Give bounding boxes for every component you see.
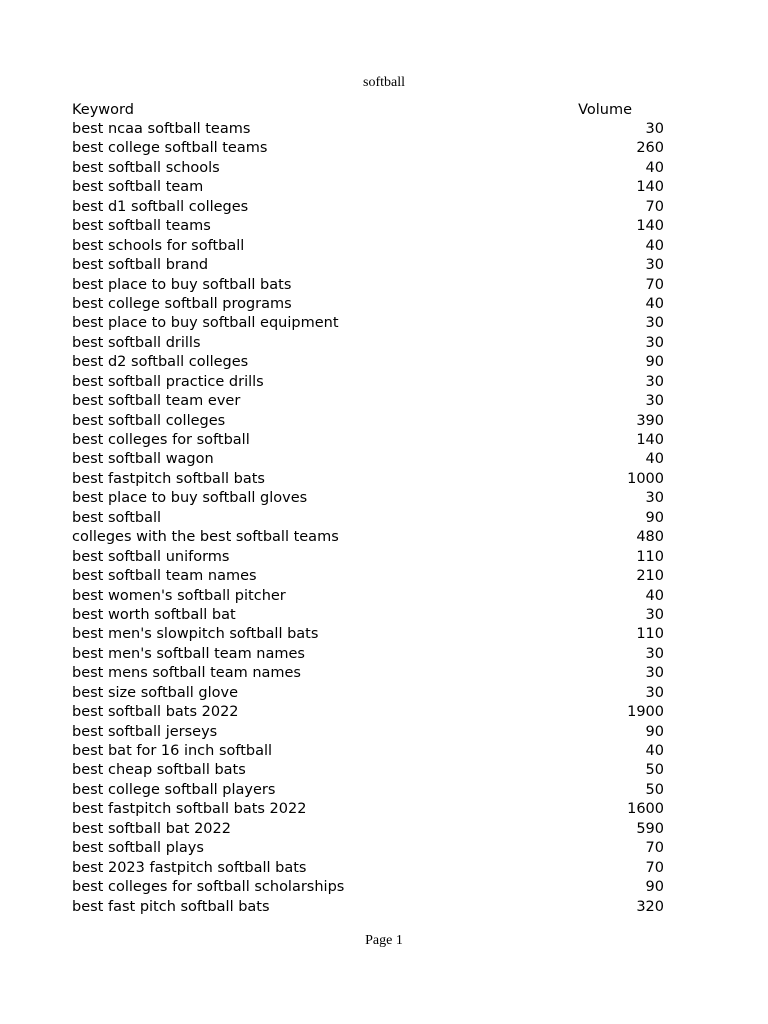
volume-cell: 1000 [627,470,664,487]
volume-cell: 70 [645,276,664,293]
volume-cell: 110 [636,626,664,643]
table-body [72,120,664,917]
keyword-cell: best softball [72,509,162,526]
table-row [72,314,664,333]
keyword-table [72,100,664,917]
keyword-cell: best colleges for softball scholarships [72,879,345,896]
volume-cell: 1900 [627,704,664,721]
keyword-cell: best women's softball pitcher [72,587,286,604]
table-row [72,664,664,683]
volume-cell: 90 [645,879,664,896]
keyword-cell: best college softball players [72,781,276,798]
table-row [72,237,664,256]
volume-cell: 320 [636,898,664,915]
keyword-column-header: Keyword [72,102,134,118]
keyword-cell: best softball bat 2022 [72,820,231,837]
volume-cell: 30 [645,121,664,137]
keyword-cell: best softball practice drills [72,373,264,390]
table-row [72,723,664,742]
volume-cell: 30 [645,257,664,274]
table-row [72,159,664,178]
table-row [72,567,664,586]
volume-cell: 30 [645,665,664,682]
keyword-cell: best men's slowpitch softball bats [72,626,319,643]
table-row [72,276,664,295]
table-row [72,392,664,411]
keyword-cell: best softball plays [72,840,204,857]
volume-cell: 90 [645,354,664,371]
volume-cell: 210 [636,568,664,585]
volume-cell: 40 [645,743,664,759]
keyword-cell: best place to buy softball equipment [72,315,339,332]
keyword-cell: best softball brand [72,257,209,274]
table-row [72,548,664,567]
table-row [72,898,664,917]
volume-cell: 30 [645,490,664,507]
keyword-cell: best softball teams [72,218,211,235]
table-row [72,334,664,353]
table-row [72,256,664,275]
table-row [72,820,664,839]
keyword-cell: best college softball programs [72,295,292,312]
volume-cell: 30 [645,315,664,332]
volume-cell: 140 [636,179,664,196]
keyword-cell: best college softball teams [72,140,268,157]
keyword-cell: best fast pitch softball bats [72,898,270,915]
keyword-cell: best ncaa softball teams [72,121,251,137]
table-row [72,761,664,780]
keyword-cell: best softball team [72,179,204,196]
keyword-cell: best softball jerseys [72,723,218,740]
volume-cell: 140 [636,218,664,235]
table-row [72,412,664,431]
volume-cell: 390 [636,412,664,429]
table-row [72,139,664,158]
keyword-cell: best bat for 16 inch softball [72,743,273,759]
table-row [72,295,664,314]
volume-cell: 40 [645,451,664,468]
volume-cell: 40 [645,295,664,312]
table-row [72,742,664,761]
volume-cell: 30 [645,645,664,662]
keyword-cell: best schools for softball [72,237,245,254]
keyword-cell: best place to buy softball bats [72,276,292,293]
keyword-cell: best d2 softball colleges [72,354,249,371]
keyword-cell: best d1 softball colleges [72,198,249,215]
keyword-cell: best fastpitch softball bats [72,470,265,487]
keyword-cell: best colleges for softball [72,432,250,448]
table-row [72,878,664,897]
keyword-cell: best softball schools [72,159,220,176]
table-row [72,431,664,450]
page-title: softball [363,75,405,90]
keyword-cell: best cheap softball bats [72,762,246,779]
table-row [72,528,664,547]
table-row [72,587,664,606]
keyword-cell: best softball wagon [72,451,214,468]
volume-cell: 30 [645,373,664,390]
table-row [72,703,664,722]
table-row [72,800,664,819]
keyword-cell: best softball colleges [72,412,226,429]
table-header-row [72,100,664,120]
table-row [72,198,664,217]
table-row [72,450,664,469]
table-row [72,489,664,508]
table-row [72,839,664,858]
keyword-cell: best men's softball team names [72,645,305,662]
volume-cell: 70 [645,198,664,215]
table-row [72,470,664,489]
volume-cell: 90 [645,723,664,740]
table-row [72,178,664,197]
page-number: Page 1 [365,933,403,948]
volume-cell: 70 [645,840,664,857]
keyword-cell: best softball drills [72,334,201,351]
keyword-cell: best 2023 fastpitch softball bats [72,859,307,876]
volume-cell: 70 [645,859,664,876]
volume-cell: 40 [645,159,664,176]
volume-cell: 30 [645,606,664,623]
volume-cell: 30 [645,393,664,410]
keyword-cell: best softball uniforms [72,548,230,565]
volume-cell: 90 [645,509,664,526]
keyword-cell: best fastpitch softball bats 2022 [72,801,307,818]
volume-cell: 590 [636,820,664,837]
volume-cell: 40 [645,587,664,604]
table-row [72,373,664,392]
table-row [72,509,664,528]
keyword-cell: best softball team names [72,568,257,585]
keyword-cell: best size softball glove [72,684,239,701]
volume-cell: 50 [645,781,664,798]
table-row [72,781,664,800]
table-row [72,684,664,703]
table-row [72,606,664,625]
volume-cell: 50 [645,762,664,779]
volume-cell: 30 [645,334,664,351]
keyword-cell: best mens softball team names [72,665,301,682]
volume-column-header: Volume [578,102,632,118]
volume-cell: 1600 [627,801,664,818]
table-row [72,120,664,139]
table-row [72,217,664,236]
volume-cell: 140 [636,432,664,448]
volume-cell: 480 [636,529,664,546]
volume-cell: 30 [645,684,664,701]
volume-cell: 110 [636,548,664,565]
table-row [72,625,664,644]
keyword-cell: colleges with the best softball teams [72,529,339,546]
keyword-cell: best softball team ever [72,393,241,410]
keyword-cell: best softball bats 2022 [72,704,239,721]
table-row [72,353,664,372]
table-row [72,645,664,664]
volume-cell: 40 [645,237,664,254]
table-row [72,859,664,878]
keyword-cell: best place to buy softball gloves [72,490,308,507]
volume-cell: 260 [636,140,664,157]
keyword-cell: best worth softball bat [72,606,236,623]
